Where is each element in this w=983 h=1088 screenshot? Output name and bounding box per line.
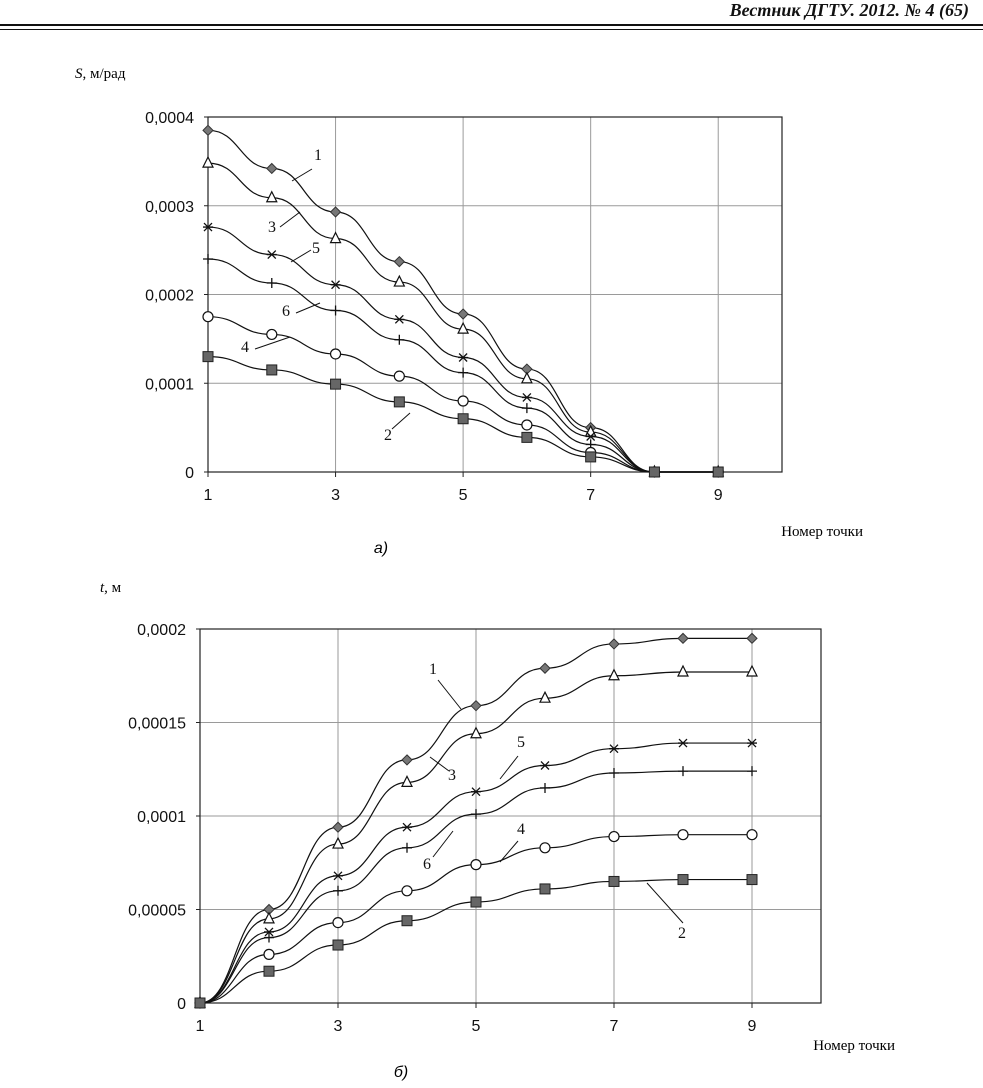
chart-b-series-1-point [333, 822, 343, 832]
chart-a-curve-label: 2 [384, 427, 392, 444]
chart-a-xtick-label: 5 [458, 487, 468, 504]
chart-b-curve-label: 5 [517, 734, 525, 751]
chart-a-series-1-point [203, 125, 213, 135]
chart-a-series-2-point [586, 452, 596, 462]
chart-a-series-6-point [522, 403, 532, 413]
chart-b-series-2-point [471, 897, 481, 907]
chart-b-curve-label: 1 [429, 661, 437, 678]
chart-b-xtick-label: 9 [747, 1018, 757, 1035]
chart-a-series-4-point [267, 329, 277, 339]
chart-b-series-5-point [540, 762, 550, 770]
chart-b-xlabel: Номер точки [813, 1038, 895, 1054]
chart-a-series-6-point [267, 278, 277, 288]
chart-a-series-2-point [394, 397, 404, 407]
chart-a-series-2-point [267, 365, 277, 375]
chart-a-xtick-label: 7 [586, 487, 596, 504]
chart-a-series-1-point [394, 257, 404, 267]
chart-b-curve-label: 4 [517, 821, 525, 838]
chart-a-curve-label-leader [292, 169, 312, 181]
chart-b-curve-label: 6 [423, 856, 431, 873]
chart-a-series-3-point [458, 323, 468, 333]
chart-b-ytick-label: 0,0002 [137, 622, 186, 639]
chart-a-ytick-label: 0 [185, 465, 194, 482]
chart-a-series-6-point [458, 368, 468, 378]
chart-b-series-6-point [747, 766, 757, 776]
chart-b-series-6-point [471, 809, 481, 819]
chart-a-series-3-point [267, 192, 277, 202]
chart-b-series-2-point [747, 875, 757, 885]
chart-b-curve-label: 2 [678, 925, 686, 942]
chart-b-series-2-point [333, 940, 343, 950]
chart-b [100, 580, 895, 1081]
chart-a-curve-label: 6 [282, 303, 290, 320]
chart-a-ytick-label: 0,0003 [145, 198, 194, 216]
chart-b-series-6-point [609, 768, 619, 778]
chart-b-series-1-point [678, 633, 688, 643]
chart-b-curve-label: 3 [448, 767, 456, 784]
chart-a-series-6-point [203, 254, 213, 264]
chart-a-series-2-point [203, 352, 213, 362]
chart-a-curve-label-leader [296, 303, 320, 313]
chart-b-series-4-point [333, 918, 343, 928]
chart-a-ytick-label: 0,0002 [145, 287, 194, 305]
chart-a-series-2-point [713, 467, 723, 477]
chart-b-series-5-point [402, 823, 412, 831]
chart-b-series-2-point [540, 884, 550, 894]
chart-b-series-3-point [747, 666, 757, 676]
chart-a-series-1-point [458, 309, 468, 319]
chart-b-ytick-label: 0,00015 [128, 715, 186, 733]
chart-b-xtick-label: 5 [471, 1018, 481, 1035]
chart-a-ytick-label: 0,0001 [145, 376, 194, 394]
chart-a-curve-label: 1 [314, 147, 322, 164]
chart-a-curve-label-leader [392, 413, 410, 429]
chart-a-series-2-point [331, 379, 341, 389]
chart-b-series-3-point [402, 776, 412, 786]
chart-b-series-2-point [402, 916, 412, 926]
chart-a-curve-label: 5 [312, 240, 320, 257]
chart-b-caption: б) [393, 1064, 409, 1081]
chart-a-series-4-point [522, 420, 532, 430]
chart-a-series-6-point [331, 305, 341, 315]
chart-b-series-4-point [747, 830, 757, 840]
chart-b-ytick-label: 0,00005 [128, 902, 186, 920]
chart-b-ytick-label: 0 [177, 996, 186, 1013]
chart-b-ylabel: t, м [100, 580, 122, 596]
chart-a-series-3-point [331, 233, 341, 243]
chart-b-series-4-point [264, 949, 274, 959]
chart-b-ytick-label: 0,0001 [137, 809, 186, 826]
chart-a-series-4-point [458, 396, 468, 406]
chart-b-series-3-point [540, 692, 550, 702]
chart-b-series-1-point [471, 701, 481, 711]
chart-a-xtick-label: 3 [331, 487, 341, 504]
chart-a-xtick-label: 1 [203, 487, 213, 504]
chart-a-series-6-point [394, 335, 404, 345]
chart-a-ytick-label: 0,0004 [145, 110, 194, 127]
chart-a-series-1-point [331, 207, 341, 217]
chart-b-series-1-point [609, 639, 619, 649]
chart-a-xlabel: Номер точки [781, 524, 863, 540]
chart-b-series-6-point [540, 783, 550, 793]
chart-b-series-3-point [678, 666, 688, 676]
chart-a-series-3-point [394, 276, 404, 286]
chart-b-series-3-point [333, 838, 343, 848]
chart-a-series-4-point [394, 371, 404, 381]
chart-b-series-3-point [609, 670, 619, 680]
chart-a-series-5-point [394, 315, 404, 323]
chart-b-series-4-point [471, 860, 481, 870]
chart-b-curve-label-leader [500, 841, 518, 862]
chart-a-xtick-label: 9 [713, 487, 723, 504]
chart-a-curve-label-leader [291, 250, 311, 262]
chart-b-series-2-point [678, 875, 688, 885]
chart-b-series-2-point [264, 966, 274, 976]
chart-b-xtick-label: 7 [609, 1018, 619, 1035]
chart-b-series-1-point [540, 663, 550, 673]
chart-b-series-6-point [678, 766, 688, 776]
chart-b-xtick-label: 3 [333, 1018, 343, 1035]
chart-b-series-4-point [609, 832, 619, 842]
chart-b-series-4-point [540, 843, 550, 853]
chart-a-series-2-point [458, 414, 468, 424]
chart-b-xtick-label: 1 [195, 1018, 205, 1035]
chart-b-curve-label-leader [647, 883, 683, 923]
chart-b-series-4-point [678, 830, 688, 840]
chart-a-curve-label: 4 [241, 339, 249, 356]
chart-a-series-1-point [267, 163, 277, 173]
chart-b-series-6-point [333, 886, 343, 896]
chart-a-series-3-point [522, 373, 532, 383]
chart-b-series-6-point [402, 843, 412, 853]
chart-b-series-3-point [471, 728, 481, 738]
chart-b-series-2-point [609, 876, 619, 886]
chart-b-curve-label-leader [438, 680, 461, 709]
chart-a-series-5-point [267, 251, 277, 259]
chart-b-series-6-point [264, 933, 274, 943]
chart-b-series-2-point [195, 998, 205, 1008]
chart-a-curve-label-leader [280, 212, 300, 227]
chart-a-series-4-point [203, 312, 213, 322]
chart-a-series-2-point [522, 432, 532, 442]
chart-a-ylabel: S, м/рад [75, 66, 126, 82]
chart-b-series-3-point [264, 913, 274, 923]
chart-a-series-2-point [649, 467, 659, 477]
journal-header-title: Вестник ДГТУ. 2012. № 4 (65) [729, 0, 969, 20]
chart-a [75, 66, 863, 557]
chart-a-series-3-point [203, 157, 213, 167]
chart-b-series-5-point [678, 739, 688, 747]
chart-b-curve-label-leader [433, 831, 453, 857]
chart-a-curve-label: 3 [268, 219, 276, 236]
chart-a-caption: а) [373, 540, 389, 557]
chart-b-series-1-point [747, 633, 757, 643]
chart-a-series-5-point [522, 393, 532, 401]
chart-a-series-4-point [331, 349, 341, 359]
chart-b-series-4-point [402, 886, 412, 896]
chart-b-series-1-point [402, 755, 412, 765]
